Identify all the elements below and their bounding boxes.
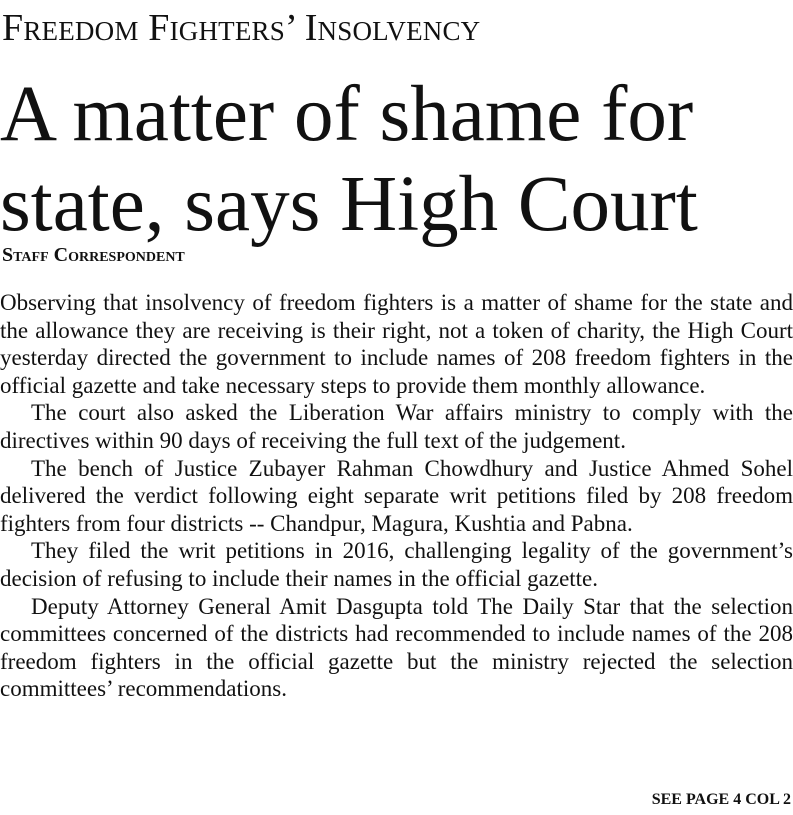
article-paragraph-1: Observing that insolvency of freedom fighters is a matter of shame for the state and the allowance they are receiving is their right, not a token of charity, the High Court yesterday directed the government to include names of 208 freedom fighters in the official gazette and take necessary steps to provide them monthly allowance.	[0, 290, 793, 398]
headline-line-2: state, says High Court	[0, 161, 698, 248]
article-paragraph-3: The bench of Justice Zubayer Rahman Chowdhury and Justice Ahmed Sohel delivered the verdict following eight separate writ petitions filed by 208 freedom fighters from four districts -- Chandpur, Magura, Kushtia and Pabna.	[0, 455, 793, 536]
article-paragraph-5: Deputy Attorney General Amit Dasgupta told The Daily Star that the selection committees concerned of the districts had recommended to include names of the 208 freedom fighters in the official gazette but the ministry rejected the selection committees’ recommendations.	[0, 593, 793, 702]
article-paragraph-4: They filed the writ petitions in 2016, challenging legality of the government’s decision of refusing to include their names in the official gazette.	[0, 538, 793, 591]
article-kicker: Freedom Fighters’ Insolvency	[2, 7, 481, 49]
continuation-jump-line: SEE PAGE 4 COL 2	[651, 791, 791, 808]
article-byline: Staff Correspondent	[2, 244, 185, 266]
article-paragraph-2: The court also asked the Liberation War affairs ministry to comply with the directives within 90 days of receiving the full text of the judgement.	[0, 400, 793, 453]
article-body	[0, 289, 793, 703]
headline-line-1: A matter of shame for	[0, 71, 694, 158]
article-headline	[0, 70, 793, 250]
